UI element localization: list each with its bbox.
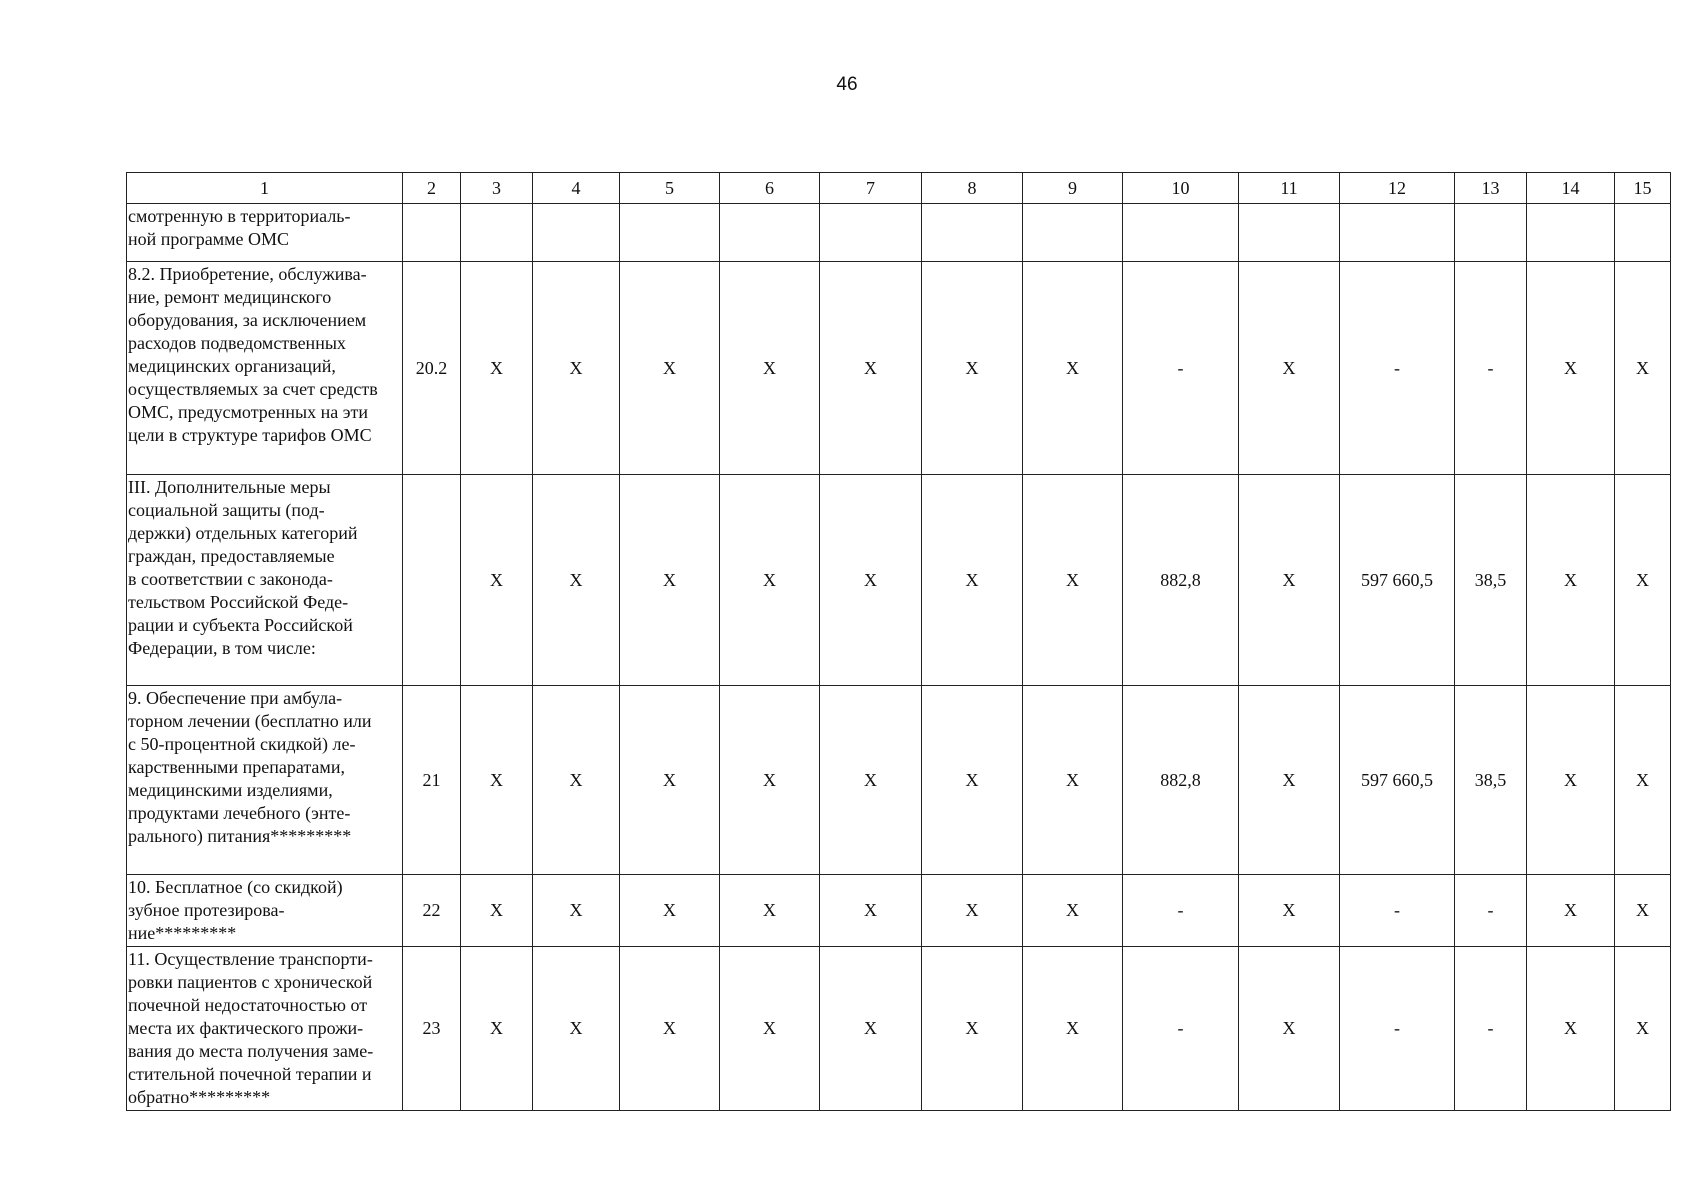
table-cell-col-11: X xyxy=(1239,686,1340,875)
table-cell-col-10: - xyxy=(1123,875,1239,947)
table-cell-col-8: X xyxy=(922,947,1023,1111)
column-header-8: 8 xyxy=(922,173,1023,204)
column-header-3: 3 xyxy=(461,173,533,204)
table-cell-col-12: - xyxy=(1340,947,1455,1111)
table-row xyxy=(127,875,1671,947)
table-cell-col-9: X xyxy=(1023,875,1123,947)
table-cell-col-4: X xyxy=(533,262,620,475)
data-table xyxy=(126,172,1671,1111)
table-cell-col-14: X xyxy=(1527,947,1615,1111)
table-cell-col-15: X xyxy=(1615,875,1671,947)
table-cell-col-12: - xyxy=(1340,262,1455,475)
row-description: 8.2. Приобретение, обслужива- ние, ремонт медицинского оборудования, за исключением расходов подведомственных медицинских организаций, осуществляемых за счет средств ОМС, предусмотренных на эти цели в структуре тарифов ОМС xyxy=(127,262,403,475)
column-header-12: 12 xyxy=(1340,173,1455,204)
column-header-5: 5 xyxy=(620,173,720,204)
table-cell-col-15: X xyxy=(1615,686,1671,875)
table-cell-col-7: X xyxy=(820,475,922,686)
table-cell-col-14 xyxy=(1527,204,1615,262)
table-cell-col-10: - xyxy=(1123,947,1239,1111)
column-header-15: 15 xyxy=(1615,173,1671,204)
table-cell-col-5: X xyxy=(620,475,720,686)
row-description: 9. Обеспечение при амбула- торном лечении (бесплатно или с 50-процентной скидкой) ле- карственными препаратами, медицинскими изделиями, продуктами лечебного (энте- рального) питания********* xyxy=(127,686,403,875)
table-cell-col-6: X xyxy=(720,875,820,947)
table-cell-col-10 xyxy=(1123,204,1239,262)
column-header-4: 4 xyxy=(533,173,620,204)
table-cell-col-3: X xyxy=(461,875,533,947)
column-header-2: 2 xyxy=(403,173,461,204)
table-cell-col-8: X xyxy=(922,875,1023,947)
table-cell-col-5: X xyxy=(620,262,720,475)
table-cell-col-7: X xyxy=(820,875,922,947)
table-row xyxy=(127,686,1671,875)
table-cell-col-12: 597 660,5 xyxy=(1340,475,1455,686)
table-cell-col-7: X xyxy=(820,686,922,875)
table-cell-col-4: X xyxy=(533,475,620,686)
table-cell-col-10: - xyxy=(1123,262,1239,475)
table-cell-col-6 xyxy=(720,204,820,262)
table-cell-col-3: X xyxy=(461,947,533,1111)
column-header-13: 13 xyxy=(1455,173,1527,204)
table-cell-col-13: - xyxy=(1455,262,1527,475)
table-cell-col-4: X xyxy=(533,875,620,947)
column-header-9: 9 xyxy=(1023,173,1123,204)
row-description: 11. Осуществление транспорти- ровки пациентов с хронической почечной недостаточностью от места их фактического прожи- вания до места получения заме- стительной почечной терапии и обратно********* xyxy=(127,947,403,1111)
table-cell-col-5: X xyxy=(620,686,720,875)
column-header-10: 10 xyxy=(1123,173,1239,204)
row-description: III. Дополнительные меры социальной защиты (под- держки) отдельных категорий граждан, предоставляемые в соответствии с законода- тельством Российской Феде- рации и субъекта Российской Федерации, в том числе: xyxy=(127,475,403,686)
table-cell-col-2 xyxy=(403,204,461,262)
table-row xyxy=(127,204,1671,262)
table-cell-col-15 xyxy=(1615,204,1671,262)
table-cell-col-13: 38,5 xyxy=(1455,686,1527,875)
table-cell-col-11 xyxy=(1239,204,1340,262)
table-cell-col-12: 597 660,5 xyxy=(1340,686,1455,875)
table-cell-col-14: X xyxy=(1527,262,1615,475)
table-cell-col-4: X xyxy=(533,947,620,1111)
table-cell-col-15: X xyxy=(1615,475,1671,686)
table-cell-col-11: X xyxy=(1239,875,1340,947)
row-description: смотренную в территориаль- ной программе ОМС xyxy=(127,204,403,262)
table-cell-col-5: X xyxy=(620,947,720,1111)
table-cell-col-2: 22 xyxy=(403,875,461,947)
table-cell-col-3 xyxy=(461,204,533,262)
table-cell-col-14: X xyxy=(1527,686,1615,875)
table-cell-col-11: X xyxy=(1239,947,1340,1111)
table-cell-col-2: 21 xyxy=(403,686,461,875)
table-cell-col-11: X xyxy=(1239,262,1340,475)
table-cell-col-3: X xyxy=(461,475,533,686)
table-body xyxy=(127,173,1671,1111)
table-cell-col-14: X xyxy=(1527,475,1615,686)
table-cell-col-6: X xyxy=(720,262,820,475)
table-cell-col-15: X xyxy=(1615,262,1671,475)
page-number: 46 xyxy=(836,74,858,95)
table-cell-col-7: X xyxy=(820,262,922,475)
table-cell-col-9 xyxy=(1023,204,1123,262)
table-cell-col-14: X xyxy=(1527,875,1615,947)
table-cell-col-15: X xyxy=(1615,947,1671,1111)
table-cell-col-2: 20.2 xyxy=(403,262,461,475)
table-cell-col-5 xyxy=(620,204,720,262)
table-row xyxy=(127,947,1671,1111)
table-row xyxy=(127,262,1671,475)
table-cell-col-5: X xyxy=(620,875,720,947)
table-cell-col-7 xyxy=(820,204,922,262)
table-cell-col-2 xyxy=(403,475,461,686)
table-cell-col-8 xyxy=(922,204,1023,262)
table-cell-col-10: 882,8 xyxy=(1123,475,1239,686)
table-cell-col-8: X xyxy=(922,262,1023,475)
table-cell-col-3: X xyxy=(461,686,533,875)
column-header-11: 11 xyxy=(1239,173,1340,204)
table-cell-col-9: X xyxy=(1023,947,1123,1111)
table-cell-col-6: X xyxy=(720,686,820,875)
table-cell-col-4 xyxy=(533,204,620,262)
table-cell-col-4: X xyxy=(533,686,620,875)
table-cell-col-13: - xyxy=(1455,875,1527,947)
column-header-1: 1 xyxy=(127,173,403,204)
table-cell-col-10: 882,8 xyxy=(1123,686,1239,875)
table-cell-col-6: X xyxy=(720,475,820,686)
row-description: 10. Бесплатное (со скидкой) зубное протезирова- ние********* xyxy=(127,875,403,947)
table-cell-col-2: 23 xyxy=(403,947,461,1111)
table-cell-col-8: X xyxy=(922,475,1023,686)
table-cell-col-6: X xyxy=(720,947,820,1111)
table-cell-col-12 xyxy=(1340,204,1455,262)
table-cell-col-12: - xyxy=(1340,875,1455,947)
column-header-6: 6 xyxy=(720,173,820,204)
header-row xyxy=(127,173,1671,204)
table-cell-col-3: X xyxy=(461,262,533,475)
table-row xyxy=(127,475,1671,686)
table-cell-col-13: 38,5 xyxy=(1455,475,1527,686)
table-cell-col-13: - xyxy=(1455,947,1527,1111)
table-cell-col-13 xyxy=(1455,204,1527,262)
table-cell-col-9: X xyxy=(1023,475,1123,686)
table-cell-col-7: X xyxy=(820,947,922,1111)
column-header-7: 7 xyxy=(820,173,922,204)
table-cell-col-9: X xyxy=(1023,262,1123,475)
table-cell-col-9: X xyxy=(1023,686,1123,875)
table-cell-col-11: X xyxy=(1239,475,1340,686)
table-cell-col-8: X xyxy=(922,686,1023,875)
column-header-14: 14 xyxy=(1527,173,1615,204)
